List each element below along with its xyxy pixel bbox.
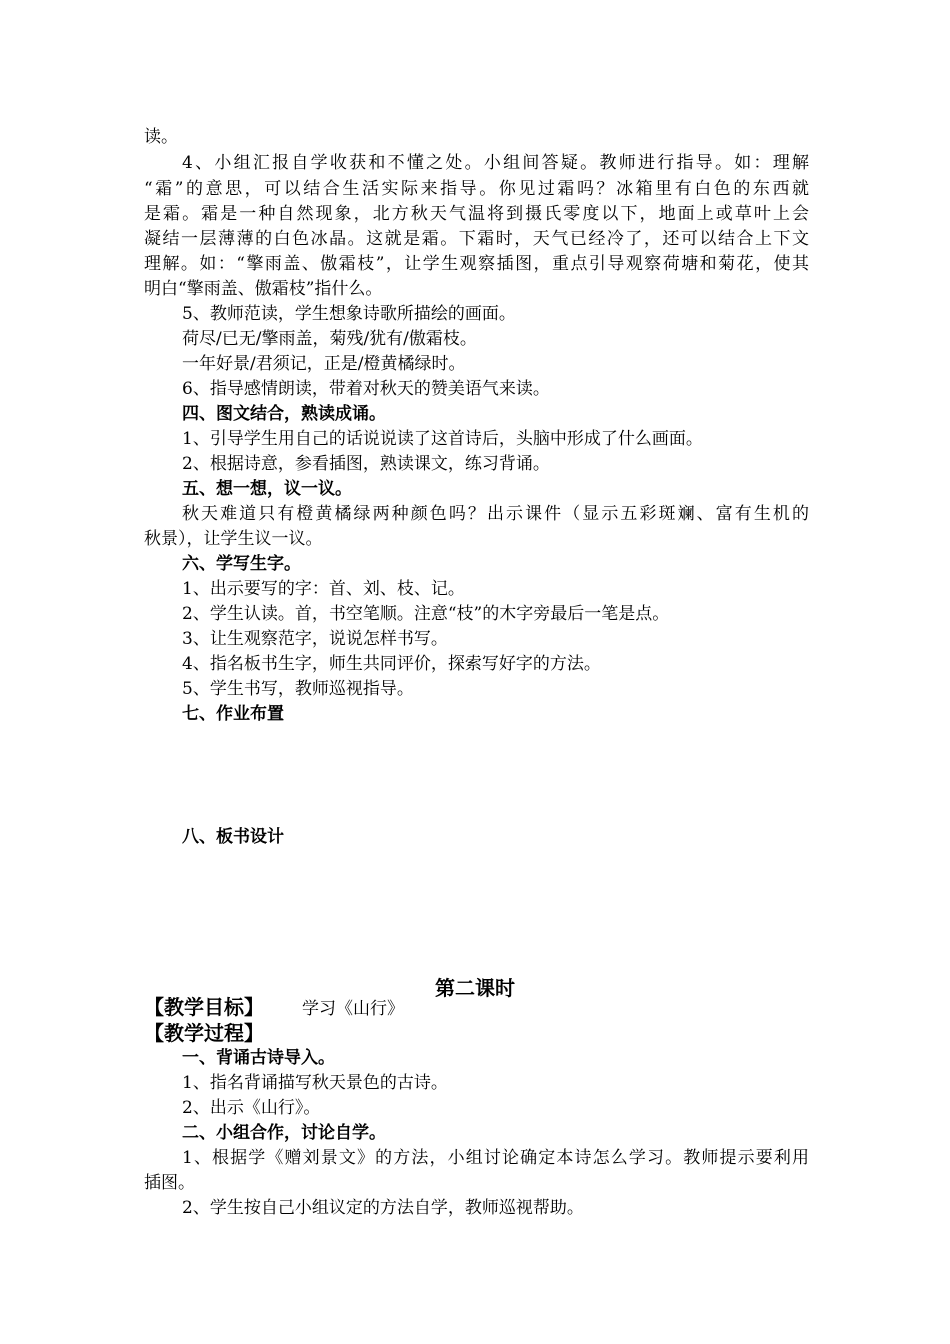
goal-text: 学习《山行》: [302, 999, 404, 1019]
paragraph-line: 2、根据诗意，参看插图，熟读课文，练习背诵。: [182, 454, 550, 474]
poem-line: 一年好景/君须记，正是/橙黄橘绿时。: [182, 354, 466, 374]
paragraph-line: 2、学生认读。首，书空笔顺。注意“枝”的木字旁最后一笔是点。: [182, 604, 670, 624]
paragraph-line: 1、根据学《赠刘景文》的方法，小组讨论确定本诗怎么学习。教师提示要利用: [182, 1148, 809, 1168]
paragraph-line: 5、学生书写，教师巡视指导。: [182, 679, 414, 699]
paragraph-line: 4、指名板书生字，师生共同评价，探索写好字的方法。: [182, 654, 601, 674]
goal-label: 【教学目标】: [144, 995, 264, 1019]
paragraph-line: 凝结一层薄薄的白色冰晶。这就是霜。下霜时，天气已经冷了，还可以结合上下文: [144, 229, 809, 249]
paragraph-line: 2、学生按自己小组议定的方法自学，教师巡视帮助。: [182, 1198, 584, 1218]
paragraph-line: 5、教师范读，学生想象诗歌所描绘的画面。: [182, 304, 516, 324]
paragraph-line: 是霜。霜是一种自然现象，北方秋天气温将到摄氏零度以下，地面上或草叶上会: [144, 204, 809, 224]
section-heading: 一、背诵古诗导入。: [182, 1048, 335, 1068]
paragraph-line: 2、出示《山行》。: [182, 1098, 321, 1118]
lesson-title: 第二课时: [435, 976, 515, 1000]
section-heading: 八、板书设计: [182, 827, 284, 847]
section-heading: 二、小组合作，讨论自学。: [182, 1123, 386, 1143]
paragraph-line: 1、出示要写的字：首、刘、枝、记。: [182, 579, 465, 599]
paragraph-line: 读。: [144, 127, 178, 147]
paragraph-line: 6、指导感情朗读，带着对秋天的赞美语气来读。: [182, 379, 550, 399]
paragraph-line: 秋天难道只有橙黄橘绿两种颜色吗？出示课件（显示五彩斑斓、富有生机的: [182, 504, 809, 524]
process-label: 【教学过程】: [144, 1021, 264, 1045]
paragraph-line: 3、让生观察范字，说说怎样书写。: [182, 629, 448, 649]
section-heading: 四、图文结合，熟读成诵。: [182, 404, 386, 424]
paragraph-line: 秋景），让学生议一议。: [144, 529, 323, 549]
paragraph-line: 1、引导学生用自己的话说说读了这首诗后，头脑中形成了什么画面。: [182, 429, 703, 449]
section-heading: 五、想一想，议一议。: [182, 479, 352, 499]
paragraph-line: 理解。如：“擎雨盖、傲霜枝”，让学生观察插图，重点引导观察荷塘和菊花，使其: [144, 254, 809, 274]
paragraph-line: 插图。: [144, 1173, 195, 1193]
section-heading: 七、作业布置: [182, 704, 284, 724]
paragraph-line: “霜”的意思，可以结合生活实际来指导。你见过霜吗？冰箱里有白色的东西就: [144, 179, 809, 199]
poem-line: 荷尽/已无/擎雨盖，菊残/犹有/傲霜枝。: [182, 329, 477, 349]
paragraph-line: 1、指名背诵描写秋天景色的古诗。: [182, 1073, 448, 1093]
paragraph-line: 4、小组汇报自学收获和不懂之处。小组间答疑。教师进行指导。如：理解: [182, 153, 809, 173]
paragraph-line: 明白“擎雨盖、傲霜枝”指什么。: [144, 279, 383, 299]
section-heading: 六、学写生字。: [182, 554, 301, 574]
